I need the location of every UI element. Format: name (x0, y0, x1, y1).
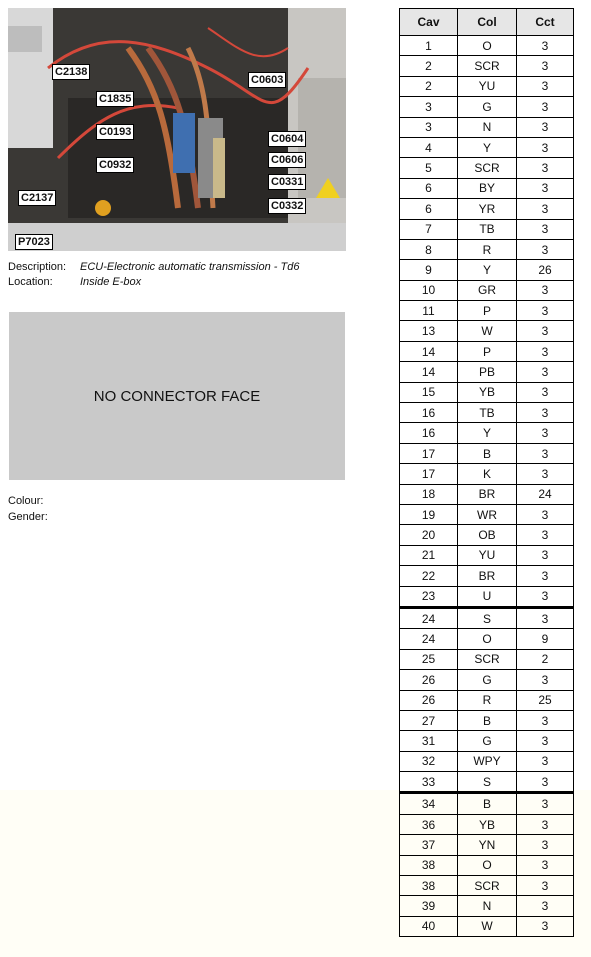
col-cell: YB (458, 382, 517, 402)
location-value: Inside E-box (80, 276, 142, 288)
col-cell: OB (458, 525, 517, 545)
callout-c0604: C0604 (268, 131, 306, 147)
cav-cell: 5 (400, 158, 458, 178)
cav-cell: 18 (400, 484, 458, 504)
col-cell: YU (458, 545, 517, 565)
col-cell: BR (458, 566, 517, 586)
col-cell: P (458, 341, 517, 361)
cav-cell: 16 (400, 403, 458, 423)
cav-cell: 11 (400, 301, 458, 321)
cav-cell: 6 (400, 178, 458, 198)
col-cell: G (458, 670, 517, 690)
cct-cell: 3 (517, 199, 574, 219)
table-row (400, 670, 574, 690)
col-cell: P (458, 301, 517, 321)
cav-cell: 8 (400, 239, 458, 259)
cav-cell: 39 (400, 896, 458, 916)
cct-cell: 3 (517, 525, 574, 545)
cct-cell: 3 (517, 321, 574, 341)
table-row (400, 855, 574, 875)
cav-cell: 20 (400, 525, 458, 545)
cct-cell: 2 (517, 649, 574, 669)
cav-cell: 2 (400, 56, 458, 76)
cav-cell: 9 (400, 260, 458, 280)
callout-p7023: P7023 (15, 234, 53, 250)
table-row (400, 97, 574, 117)
cav-cell: 19 (400, 504, 458, 524)
cav-cell: 27 (400, 710, 458, 730)
cct-cell: 3 (517, 464, 574, 484)
callout-c0603: C0603 (248, 72, 286, 88)
cav-cell: 31 (400, 731, 458, 751)
col-cell: O (458, 855, 517, 875)
cct-cell: 3 (517, 219, 574, 239)
col-cell: SCR (458, 649, 517, 669)
cct-cell: 3 (517, 504, 574, 524)
cct-cell: 3 (517, 158, 574, 178)
col-cell: B (458, 710, 517, 730)
callout-c0606: C0606 (268, 152, 306, 168)
cct-cell: 3 (517, 586, 574, 607)
col-cell: G (458, 97, 517, 117)
col-cell: TB (458, 219, 517, 239)
cav-cell: 4 (400, 137, 458, 157)
cav-cell: 13 (400, 321, 458, 341)
cav-cell: 40 (400, 916, 458, 936)
col-cell: SCR (458, 158, 517, 178)
table-row (400, 36, 574, 56)
cav-cell: 2 (400, 76, 458, 96)
cct-cell: 3 (517, 896, 574, 916)
table-row (400, 484, 574, 504)
table-row (400, 158, 574, 178)
col-cell: G (458, 731, 517, 751)
callout-c1835: C1835 (96, 91, 134, 107)
cct-cell: 25 (517, 690, 574, 710)
table-row (400, 876, 574, 896)
col-cell: TB (458, 403, 517, 423)
table-row (400, 443, 574, 463)
table-row (400, 117, 574, 137)
cav-cell: 38 (400, 855, 458, 875)
cav-cell: 21 (400, 545, 458, 565)
cav-cell: 37 (400, 835, 458, 855)
col-cell: W (458, 916, 517, 936)
connector-description (8, 260, 299, 290)
cav-cell: 34 (400, 793, 458, 814)
col-cell: B (458, 793, 517, 814)
header-col: Col (458, 9, 517, 36)
pin-table-header (400, 9, 574, 36)
callout-c2138: C2138 (52, 64, 90, 80)
table-row (400, 260, 574, 280)
cav-cell: 16 (400, 423, 458, 443)
connector-face-placeholder (9, 312, 345, 480)
cav-cell: 25 (400, 649, 458, 669)
cav-cell: 33 (400, 772, 458, 793)
cct-cell: 3 (517, 239, 574, 259)
cav-cell: 38 (400, 876, 458, 896)
header-cav: Cav (400, 9, 458, 36)
cct-cell: 3 (517, 423, 574, 443)
cct-cell: 3 (517, 301, 574, 321)
cct-cell: 3 (517, 97, 574, 117)
cct-cell: 3 (517, 566, 574, 586)
table-row (400, 382, 574, 402)
table-row (400, 321, 574, 341)
connector-attributes (8, 493, 48, 525)
cav-cell: 24 (400, 629, 458, 649)
cct-cell: 3 (517, 443, 574, 463)
table-row (400, 896, 574, 916)
table-row (400, 793, 574, 814)
cav-cell: 7 (400, 219, 458, 239)
photo-illustration (8, 8, 346, 251)
no-connector-face-text: NO CONNECTOR FACE (93, 387, 261, 405)
col-cell: R (458, 239, 517, 259)
cct-cell: 3 (517, 710, 574, 730)
col-cell: Y (458, 137, 517, 157)
col-cell: YB (458, 814, 517, 834)
gender-label: Gender: (8, 511, 48, 523)
cav-cell: 6 (400, 199, 458, 219)
cav-cell: 22 (400, 566, 458, 586)
col-cell: SCR (458, 56, 517, 76)
col-cell: SCR (458, 876, 517, 896)
location-label: Location: (8, 276, 53, 288)
table-row (400, 403, 574, 423)
cct-cell: 26 (517, 260, 574, 280)
table-row (400, 341, 574, 361)
table-row (400, 814, 574, 834)
cct-cell: 3 (517, 876, 574, 896)
table-row (400, 690, 574, 710)
table-row (400, 649, 574, 669)
cav-cell: 3 (400, 117, 458, 137)
cav-cell: 14 (400, 362, 458, 382)
table-row (400, 710, 574, 730)
table-row (400, 731, 574, 751)
cav-cell: 24 (400, 607, 458, 628)
col-cell: PB (458, 362, 517, 382)
callout-c0332: C0332 (268, 198, 306, 214)
cav-cell: 14 (400, 341, 458, 361)
table-row (400, 629, 574, 649)
table-row (400, 607, 574, 628)
cct-cell: 3 (517, 545, 574, 565)
col-cell: B (458, 443, 517, 463)
cct-cell: 3 (517, 751, 574, 771)
cct-cell: 3 (517, 835, 574, 855)
table-row (400, 835, 574, 855)
table-row (400, 178, 574, 198)
col-cell: N (458, 896, 517, 916)
col-cell: R (458, 690, 517, 710)
table-row (400, 504, 574, 524)
cct-cell: 3 (517, 772, 574, 793)
table-row (400, 525, 574, 545)
col-cell: WPY (458, 751, 517, 771)
col-cell: WR (458, 504, 517, 524)
cct-cell: 3 (517, 793, 574, 814)
table-row (400, 56, 574, 76)
col-cell: YR (458, 199, 517, 219)
callout-c0193: C0193 (96, 124, 134, 140)
callout-c0331: C0331 (268, 174, 306, 190)
col-cell: Y (458, 423, 517, 443)
cct-cell: 3 (517, 280, 574, 300)
col-cell: W (458, 321, 517, 341)
cav-cell: 36 (400, 814, 458, 834)
col-cell: U (458, 586, 517, 607)
cct-cell: 3 (517, 855, 574, 875)
table-row (400, 301, 574, 321)
cct-cell: 3 (517, 36, 574, 56)
table-row (400, 464, 574, 484)
callout-c0932: C0932 (96, 157, 134, 173)
pin-table-body (400, 36, 574, 937)
cct-cell: 3 (517, 731, 574, 751)
cct-cell: 3 (517, 362, 574, 382)
colour-label: Colour: (8, 495, 44, 507)
header-cct: Cct (517, 9, 574, 36)
col-cell: K (458, 464, 517, 484)
cav-cell: 1 (400, 36, 458, 56)
table-row (400, 76, 574, 96)
table-row (400, 199, 574, 219)
cct-cell: 3 (517, 382, 574, 402)
col-cell: YN (458, 835, 517, 855)
table-row (400, 239, 574, 259)
col-cell: N (458, 117, 517, 137)
cct-cell: 3 (517, 814, 574, 834)
col-cell: O (458, 629, 517, 649)
cav-cell: 3 (400, 97, 458, 117)
col-cell: GR (458, 280, 517, 300)
col-cell: S (458, 772, 517, 793)
cav-cell: 26 (400, 670, 458, 690)
table-row (400, 219, 574, 239)
description-label: Description: (8, 261, 67, 273)
pin-table (399, 8, 574, 937)
callout-c2137: C2137 (18, 190, 56, 206)
cct-cell: 9 (517, 629, 574, 649)
cct-cell: 3 (517, 56, 574, 76)
cct-cell: 3 (517, 607, 574, 628)
cav-cell: 26 (400, 690, 458, 710)
cct-cell: 3 (517, 178, 574, 198)
cav-cell: 32 (400, 751, 458, 771)
table-row (400, 772, 574, 793)
cct-cell: 3 (517, 916, 574, 936)
cct-cell: 3 (517, 341, 574, 361)
table-row (400, 751, 574, 771)
cav-cell: 17 (400, 464, 458, 484)
cav-cell: 17 (400, 443, 458, 463)
cct-cell: 3 (517, 137, 574, 157)
table-row (400, 586, 574, 607)
table-row (400, 280, 574, 300)
cct-cell: 3 (517, 403, 574, 423)
cav-cell: 23 (400, 586, 458, 607)
cav-cell: 15 (400, 382, 458, 402)
col-cell: S (458, 607, 517, 628)
cav-cell: 10 (400, 280, 458, 300)
description-value: ECU-Electronic automatic transmission - Td6 (80, 261, 300, 273)
table-row (400, 362, 574, 382)
col-cell: BR (458, 484, 517, 504)
col-cell: BY (458, 178, 517, 198)
cct-cell: 3 (517, 76, 574, 96)
table-row (400, 916, 574, 936)
table-row (400, 423, 574, 443)
table-row (400, 545, 574, 565)
col-cell: O (458, 36, 517, 56)
table-row (400, 137, 574, 157)
location-photo (8, 8, 346, 251)
cct-cell: 3 (517, 117, 574, 137)
table-row (400, 566, 574, 586)
col-cell: Y (458, 260, 517, 280)
cct-cell: 3 (517, 670, 574, 690)
col-cell: YU (458, 76, 517, 96)
cct-cell: 24 (517, 484, 574, 504)
